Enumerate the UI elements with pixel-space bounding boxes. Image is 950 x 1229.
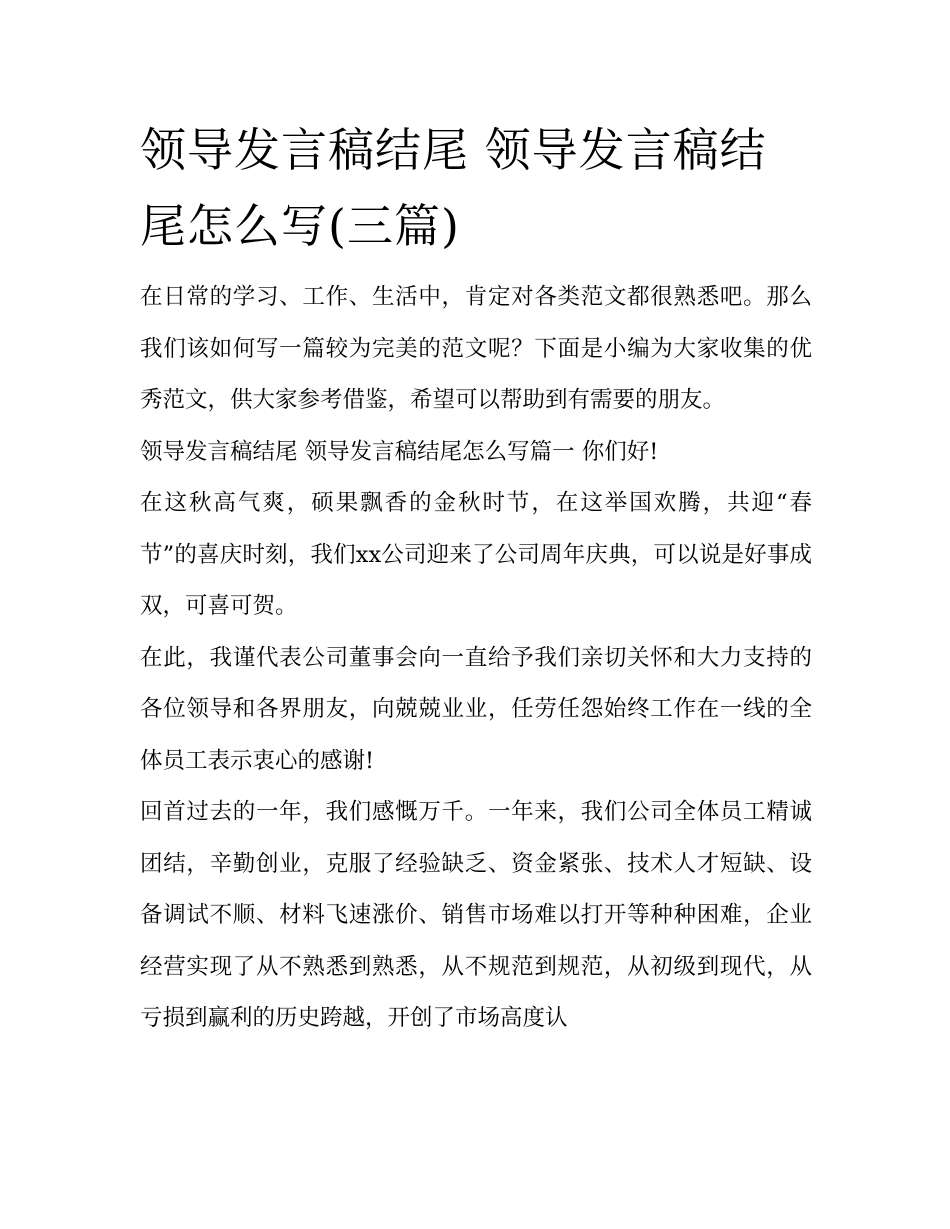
body-paragraph: 回首过去的一年，我们感慨万千。一年来，我们公司全体员工精诚团结，辛勤创业，克服了经验缺乏、资金紧张、技术人才短缺、设备调试不顺、材料飞速涨价、销售市场难以打开等种种困难，企业经营实现了从不熟悉到熟悉，从不规范到规范，从初级到现代，从亏损到赢利的历史跨越，开创了市场高度认 xyxy=(140,799,812,1031)
intro-paragraph: 在日常的学习、工作、生活中，肯定对各类范文都很熟悉吧。那么我们该如何写一篇较为完美的范文呢？下面是小编为大家收集的优秀范文，供大家参考借鉴，希望可以帮助到有需要的朋友。 xyxy=(140,284,812,413)
document-body xyxy=(140,112,812,1045)
body-paragraph: 在此，我谨代表公司董事会向一直给予我们亲切关怀和大力支持的各位领导和各界朋友，向兢兢业业，任劳任怨始终工作在一线的全体员工表示衷心的感谢! xyxy=(140,644,812,774)
body-paragraph: 在这秋高气爽，硕果飘香的金秋时节，在这举国欢腾，共迎“春节”的喜庆时刻，我们xx公司迎来了公司周年庆典，可以说是好事成双，可喜可贺。 xyxy=(140,490,812,619)
section-heading-paragraph: 领导发言稿结尾 领导发言稿结尾怎么写篇一 你们好! xyxy=(140,438,659,465)
document-title: 领导发言稿结尾 领导发言稿结尾怎么写(三篇) xyxy=(140,123,767,253)
